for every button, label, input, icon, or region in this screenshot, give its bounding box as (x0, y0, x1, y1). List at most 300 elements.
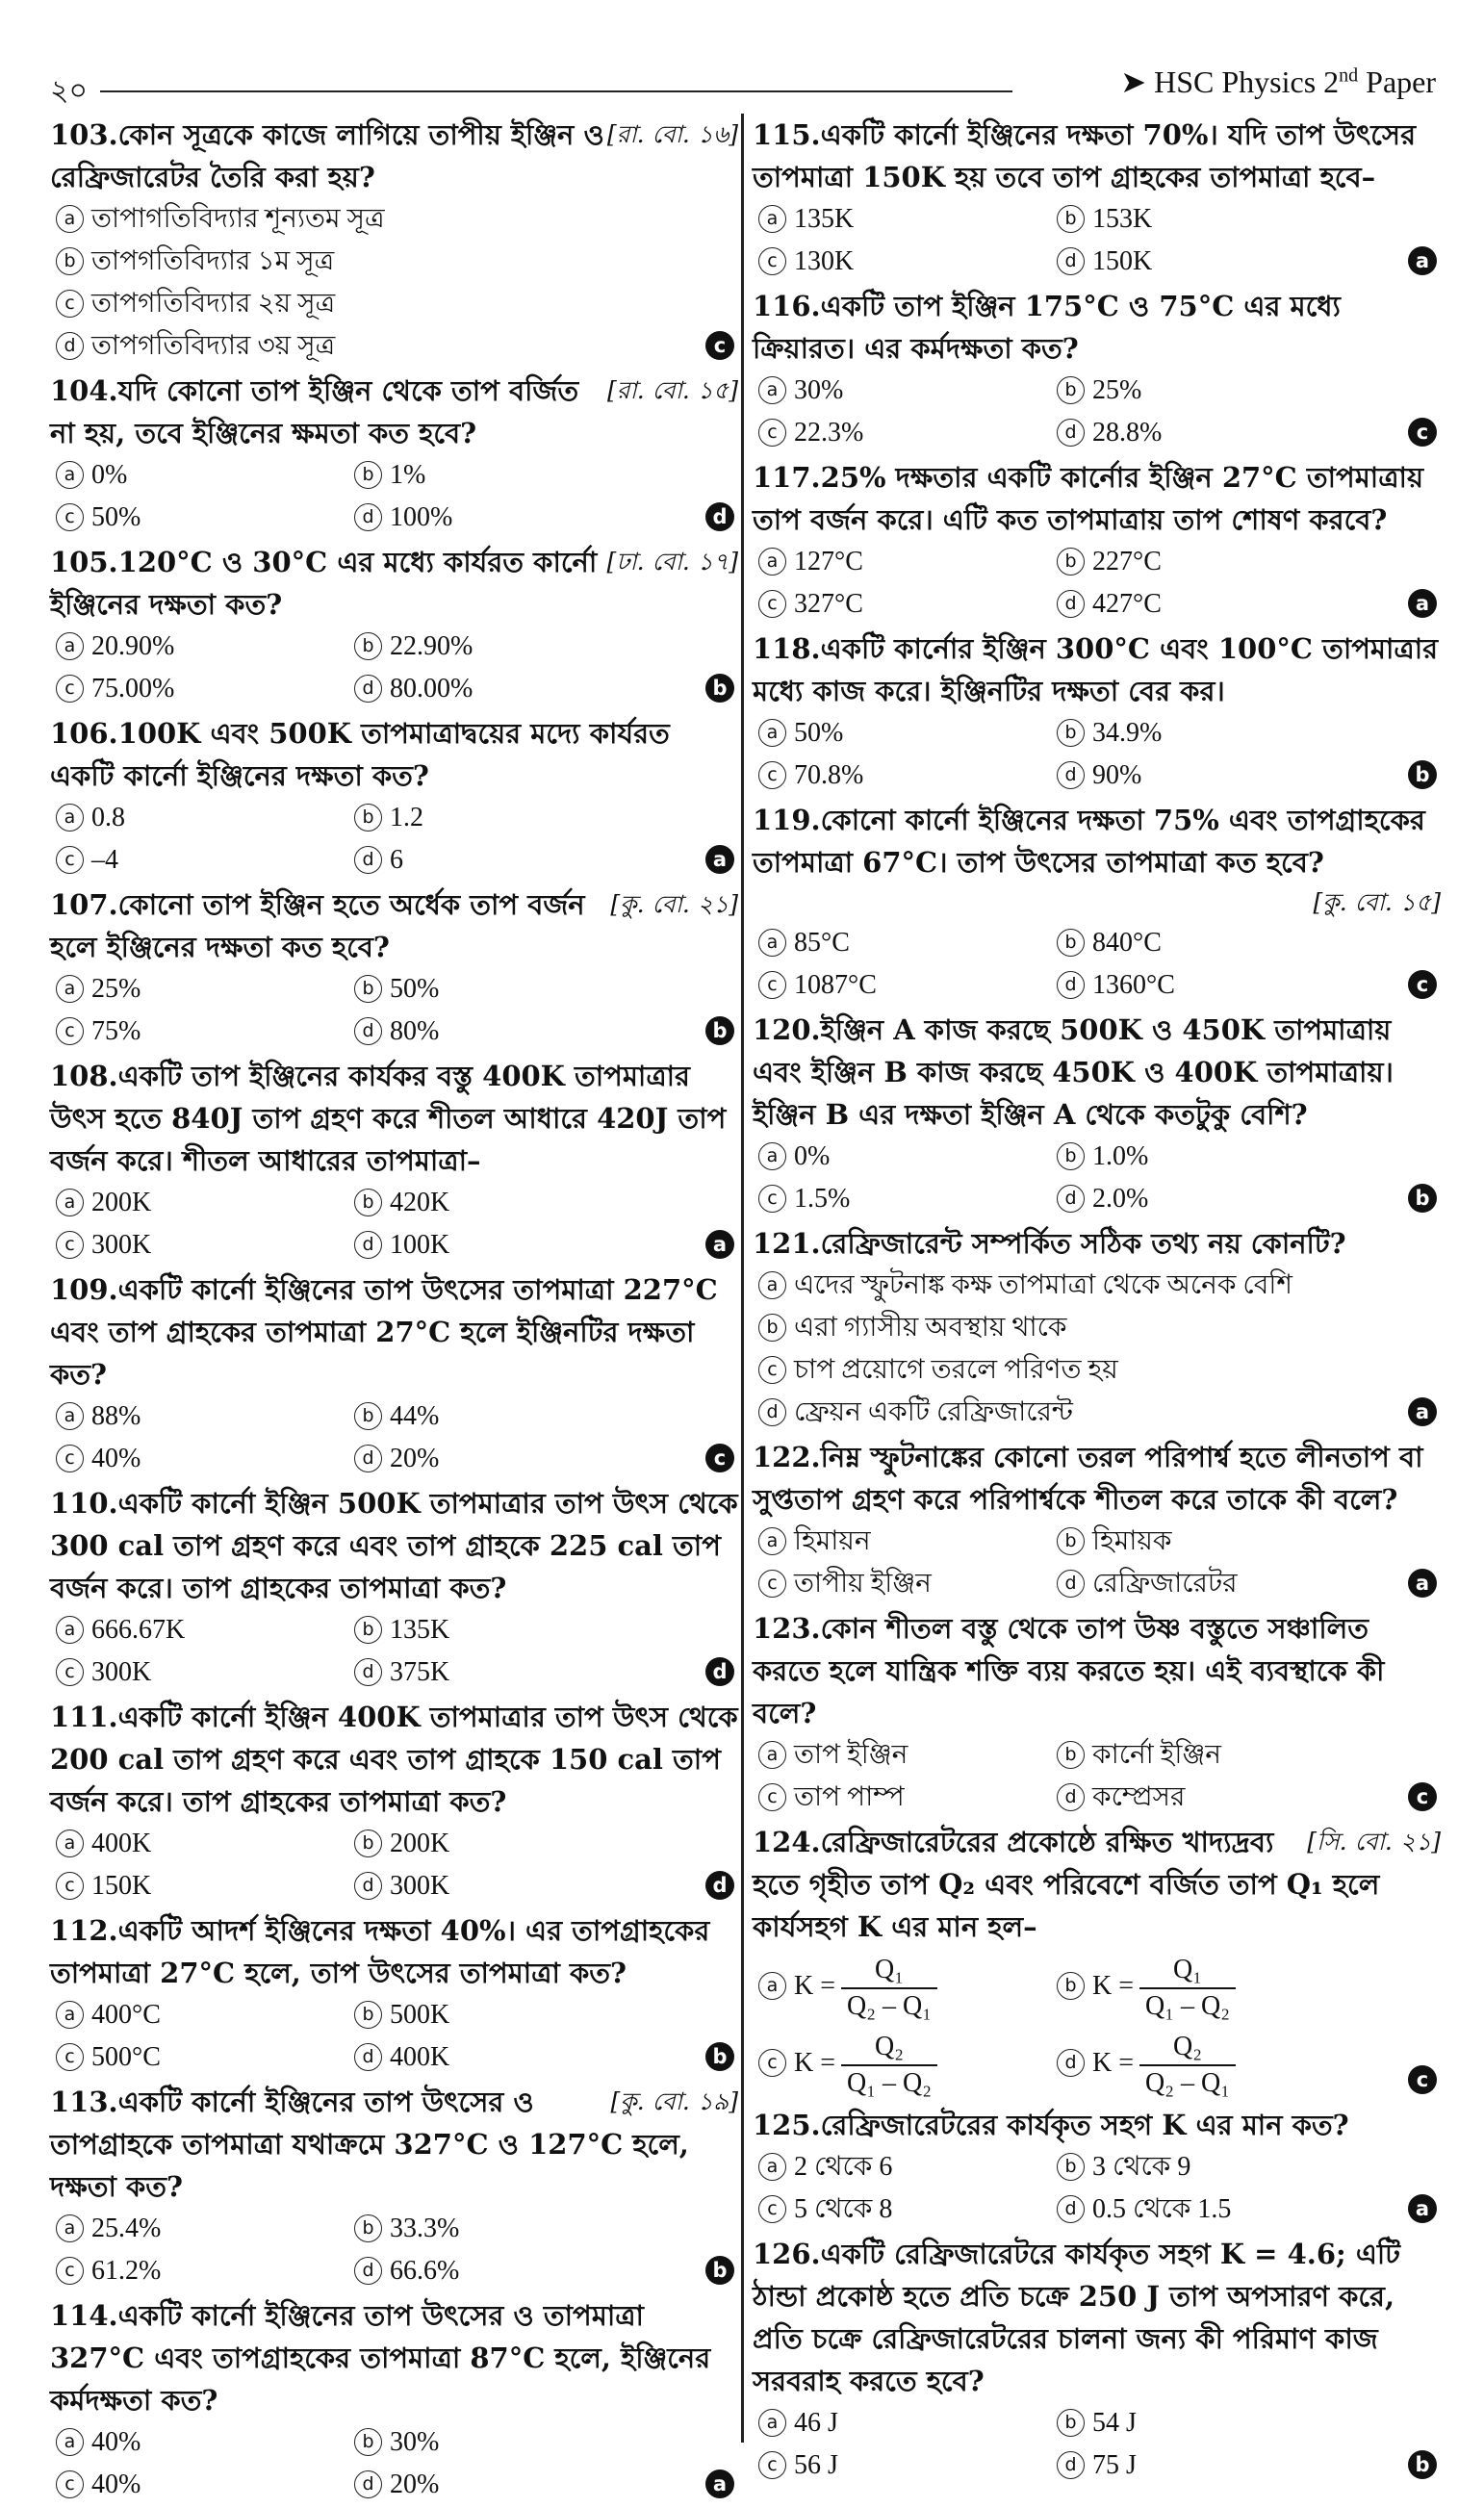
question-body: একটি তাপ ইঞ্জিন 175°C ও 75°C এর মধ্যে ক্রিয়ারত। এর কর্মদক্ষতা কত? (753, 290, 1341, 365)
question (50, 1055, 738, 1267)
option-c (758, 412, 1057, 454)
fraction-denominator: Q₁ – Q₂ (1145, 1990, 1230, 2021)
question-number: 110. (50, 1487, 118, 1520)
option-text: রেফ্রিজারেটর (1092, 1569, 1238, 1599)
option-letter-c: c (758, 247, 786, 275)
question-number: 111. (50, 1701, 118, 1733)
option-list (753, 198, 1441, 283)
option-text: 75 J (1092, 2450, 1137, 2480)
option-letter-c: c (56, 2043, 84, 2071)
option-b (1057, 712, 1403, 755)
answer-badge: c (705, 331, 734, 360)
option-letter-b: b (354, 2428, 382, 2456)
option-text: 80.00% (390, 674, 473, 704)
option-letter-c: c (56, 1872, 84, 1900)
option-text: 61.2% (91, 2256, 162, 2286)
option-text: এদের স্ফুটনাঙ্ক কক্ষ তাপমাত্রা থেকে অনেক বেশি (794, 1270, 1292, 1300)
question-body: 120°C ও 30°C এর মধ্যে কার্যরত কার্নো ইঞ্জিনের দক্ষতা কত? (50, 546, 598, 621)
option-d (354, 1651, 701, 1694)
option-b (354, 626, 701, 668)
option-letter-d: d (354, 1658, 382, 1686)
option-letter-d: d (354, 2043, 382, 2071)
option-a (56, 1609, 354, 1651)
book-title-suffix: Paper (1358, 64, 1436, 99)
option-letter-a: a (758, 929, 786, 957)
option-letter-d: d (1057, 971, 1085, 999)
option-letter-d: d (354, 503, 382, 531)
option-text: 50% (91, 502, 141, 532)
option-text: 44% (390, 1401, 440, 1431)
option-a (758, 198, 1057, 241)
option-b (354, 2421, 701, 2464)
option-a (56, 797, 354, 839)
option-letter-b: b (354, 2214, 382, 2242)
answer-badge: a (705, 845, 734, 874)
option-text: 85°C (794, 928, 850, 958)
option-text: 50% (794, 718, 844, 748)
option-list (50, 968, 738, 1053)
option-letter-a: a (56, 1402, 84, 1430)
option-text: 227°C (1092, 547, 1162, 576)
option-text: 1% (390, 460, 426, 490)
option-c (56, 1651, 354, 1694)
option-b (1057, 922, 1403, 964)
option-letter-a: a (56, 461, 84, 489)
book-title-sup: nd (1339, 64, 1359, 87)
question-text (753, 627, 1441, 712)
option-letter-d: d (354, 846, 382, 874)
option-d (354, 2036, 701, 2079)
option-text: তাপ ইঞ্জিন (794, 1740, 908, 1770)
option-list (753, 1521, 1441, 1605)
answer-badge: a (1408, 1569, 1437, 1598)
page-number: ২০ (50, 74, 89, 108)
right-column (753, 114, 1441, 2489)
option-letter-a: a (758, 1142, 786, 1170)
option-letter-a: a (758, 1271, 786, 1299)
option-letter-a: a (758, 1741, 786, 1769)
question (753, 1009, 1441, 1220)
option-d (354, 2250, 701, 2292)
formula-lhs: K = (794, 2048, 836, 2078)
fraction (1139, 2030, 1236, 2101)
option-letter-b: b (354, 2001, 382, 2029)
answer-badge: b (1408, 760, 1437, 789)
option-c (56, 2464, 354, 2506)
question (50, 2294, 738, 2506)
option-d (354, 2464, 701, 2506)
answer-badge: c (705, 1444, 734, 1472)
option-text: 327°C (794, 589, 863, 619)
option-text: 500K (390, 2000, 450, 2030)
option-d (1057, 583, 1403, 626)
question (50, 1696, 738, 1907)
answer-badge: c (1408, 418, 1437, 447)
option-letter-c: c (56, 1445, 84, 1472)
option-text: কার্নো ইঞ্জিন (1092, 1740, 1222, 1770)
option-letter-c: c (758, 2049, 786, 2077)
option-letter-b: b (1057, 376, 1085, 404)
option-c (758, 241, 1057, 283)
option-letter-c: c (758, 1185, 786, 1213)
option-a (56, 2208, 354, 2250)
question-text (50, 370, 738, 454)
option-list (50, 1395, 738, 1480)
option-b (1057, 198, 1403, 241)
option-letter-d: d (758, 1398, 786, 1426)
option-a (56, 198, 738, 241)
question-number: 124. (753, 1826, 821, 1858)
option-text: 20% (390, 2470, 440, 2499)
option-text: 46 J (794, 2408, 838, 2438)
option-letter-d: d (354, 1445, 382, 1472)
answer-badge: c (1408, 2065, 1437, 2094)
option-text: 153K (1092, 204, 1153, 234)
option-a (758, 1948, 1057, 2025)
option-b (1057, 1948, 1403, 2025)
option-text: 427°C (1092, 589, 1162, 619)
option-letter-b: b (354, 461, 382, 489)
option-letter-a: a (56, 632, 84, 660)
question-text (753, 1222, 1441, 1265)
option-letter-d: d (1057, 2195, 1085, 2223)
option-text: 100K (390, 1230, 450, 1260)
option-letter-d: d (1057, 419, 1085, 447)
option-d (1057, 2444, 1403, 2487)
option-text: 400K (390, 2042, 450, 2072)
option-text: 2.0% (1092, 1184, 1149, 1214)
question-body: একটি কার্নো ইঞ্জিন 500K তাপমাত্রার তাপ উৎস থেকে 300 cal তাপ গ্রহণ করে এবং তাপ গ্রাহকে 225 cal তাপ বর্জন করে। তাপ গ্রাহকের তাপমাত্রা কত? (50, 1487, 738, 1604)
question-body: একটি রেফ্রিজারেটরে কার্যকৃত সহগ K = 4.6; এটি ঠান্ডা প্রকোষ্ঠ হতে প্রতি চক্রে 250 J তাপ অপসারণ করে, প্রতি চক্রে রেফ্রিজারেটরের চালনা জন্য কী পরিমাণ কাজ সরবরাহ করতে হবে? (753, 2238, 1400, 2397)
option-letter-d: d (1057, 1185, 1085, 1213)
option-text: 75% (91, 1016, 141, 1046)
option-list (753, 2402, 1441, 2487)
option-d (354, 1011, 701, 1053)
option-a (56, 968, 354, 1011)
fraction (1139, 1953, 1236, 2024)
option-b (354, 1182, 701, 1224)
option-letter-d: d (1057, 1570, 1085, 1598)
option-list (753, 541, 1441, 626)
option-b (1057, 1734, 1403, 1777)
option-letter-b: b (354, 975, 382, 1003)
question-body: ইঞ্জিন A কাজ করছে 500K ও 450K তাপমাত্রায় এবং ইঞ্জিন B কাজ করছে 450K ও 400K তাপমাত্রায়। ইঞ্জিন B এর দক্ষতা ইঞ্জিন A থেকে কতটুকু বেশি? (753, 1013, 1394, 1131)
option-letter-d: d (1057, 1783, 1085, 1811)
option-letter-c: c (758, 419, 786, 447)
option-letter-a: a (56, 1189, 84, 1216)
option-letter-a: a (758, 2153, 786, 2181)
option-d (1057, 755, 1403, 797)
option-text: 66.6% (390, 2256, 460, 2286)
option-text: ফ্রেয়ন একটি রেফ্রিজারেন্ট (794, 1397, 1073, 1427)
option-letter-d: d (354, 2470, 382, 2498)
option-text: 6 (390, 845, 403, 875)
option-letter-d: d (1057, 590, 1085, 618)
option-text: 1087°C (794, 970, 877, 1000)
option-text: 0.8 (91, 803, 125, 832)
question-number: 123. (753, 1612, 821, 1645)
option-c (758, 2025, 1057, 2102)
option-b (354, 454, 701, 497)
option-b (1057, 370, 1403, 412)
fraction-numerator: Q₂ (1139, 2030, 1236, 2066)
question-body: কোন শীতল বস্তু থেকে তাপ উষ্ণ বস্তুতে সঞ্চালিত করতে হলে যান্ত্রিক শক্তি ব্যয় করতে হয়। এই ব্যবস্থাকে কী বলে? (753, 1612, 1385, 1729)
question-text (50, 114, 738, 198)
option-letter-c: c (758, 1570, 786, 1598)
option-d (354, 839, 701, 882)
question-text (50, 1268, 738, 1395)
option-letter-c: c (758, 590, 786, 618)
option-d (758, 1392, 1441, 1434)
option-letter-c: c (56, 2257, 84, 2285)
question-number: 108. (50, 1060, 118, 1092)
option-c (758, 964, 1057, 1007)
option-list (753, 2146, 1441, 2231)
question-body: একটি তাপ ইঞ্জিনের কার্যকর বস্তু 400K তাপমাত্রার উৎস হতে 840J তাপ গ্রহণ করে শীতল আধারে 420J তাপ বর্জন করে। শীতল আধারের তাপমাত্রা– (50, 1060, 727, 1177)
option-letter-b: b (354, 804, 382, 832)
question-text (753, 1607, 1441, 1734)
option-letter-b: b (758, 1314, 786, 1342)
option-text: 400°C (91, 2000, 161, 2030)
question (50, 541, 738, 710)
fraction-denominator: Q₂ – Q₁ (1145, 2067, 1230, 2098)
option-text: তাপগতিবিদ্যার ৩য় সূত্র (91, 331, 336, 361)
option-letter-a: a (56, 2001, 84, 2029)
option-letter-c: c (56, 1658, 84, 1686)
option-list (50, 454, 738, 539)
question-number: 113. (50, 2086, 118, 2118)
option-b (354, 2208, 701, 2250)
question-text (753, 1821, 1441, 1948)
option-letter-b: b (354, 632, 382, 660)
option-list (753, 1136, 1441, 1220)
option-letter-a: a (758, 719, 786, 747)
option-text: 1.2 (390, 803, 423, 832)
question-text (50, 883, 738, 968)
option-text: 25.4% (91, 2214, 162, 2243)
question-number: 106. (50, 717, 118, 750)
question-number: 116. (753, 290, 821, 322)
question-source: [কু. বো. ১৫] (1313, 888, 1441, 916)
option-list (753, 370, 1441, 454)
answer-badge: a (1408, 246, 1437, 275)
option-text: 300K (91, 1657, 152, 1687)
option-text: 150K (91, 1871, 152, 1901)
option-c (758, 1563, 1057, 1605)
option-text: 130K (794, 246, 855, 276)
option-a (758, 370, 1057, 412)
option-c (758, 583, 1057, 626)
option-text: তাপীয় ইঞ্জিন (794, 1569, 932, 1599)
option-c (56, 283, 738, 325)
option-letter-b: b (1057, 1142, 1085, 1170)
option-text: 33.3% (390, 2214, 460, 2243)
option-letter-b: b (1057, 719, 1085, 747)
option-letter-d: d (354, 1231, 382, 1259)
option-a (758, 2146, 1057, 2188)
option-letter-a: a (56, 205, 84, 233)
option-a (758, 922, 1057, 964)
option-d (1057, 1777, 1403, 1819)
option-text: 127°C (794, 547, 863, 576)
option-text: 22.90% (390, 631, 473, 661)
option-text: 30% (390, 2427, 440, 2457)
option-c (56, 2036, 354, 2079)
option-c (56, 497, 354, 539)
option-text: 3 থেকে 9 (1092, 2152, 1191, 2182)
option-text: হিমায়ন (794, 1526, 871, 1556)
option-text: তাপাগতিবিদ্যার শূন্যতম সূত্র (91, 204, 385, 234)
option-letter-c: c (758, 761, 786, 789)
answer-badge: b (705, 2042, 734, 2071)
question-source: [ঢা. বো. ১৭] (606, 548, 738, 576)
option-d (1057, 2188, 1403, 2231)
option-text: কম্প্রেসর (1092, 1782, 1186, 1812)
fraction (841, 1953, 937, 2024)
option-text: 300K (91, 1230, 152, 1260)
option-b (354, 797, 701, 839)
option-list (753, 1265, 1441, 1434)
option-list (50, 198, 738, 368)
option-letter-c: c (56, 290, 84, 318)
question-number: 114. (50, 2299, 118, 2332)
option-letter-b: b (1057, 1741, 1085, 1769)
option-text: 0.5 থেকে 1.5 (1092, 2194, 1232, 2224)
option-c (758, 1349, 1441, 1392)
option-letter-b: b (354, 1402, 382, 1430)
option-letter-a: a (56, 1830, 84, 1857)
option-text: 840°C (1092, 928, 1162, 958)
option-letter-a: a (758, 2409, 786, 2437)
option-list (50, 1994, 738, 2079)
option-d (354, 1224, 701, 1267)
option-letter-b: b (1057, 929, 1085, 957)
option-letter-a: a (758, 1972, 786, 2000)
option-letter-d: d (1057, 761, 1085, 789)
option-b (354, 968, 701, 1011)
option-text: 25% (1092, 375, 1142, 405)
option-c (56, 668, 354, 710)
formula-lhs: K = (1092, 1971, 1135, 2001)
option-list (753, 1948, 1441, 2102)
option-list (753, 1734, 1441, 1819)
option-a (758, 2402, 1057, 2444)
option-letter-b: b (354, 1616, 382, 1644)
question-body: কোনো কার্নো ইঞ্জিনের দক্ষতা 75% এবং তাপগ্রাহকের তাপমাত্রা 67°C। তাপ উৎসের তাপমাত্রা কত হবে? (753, 804, 1425, 879)
option-text: 2 থেকে 6 (794, 2152, 893, 2182)
question (753, 2104, 1441, 2231)
option-text: 20.90% (91, 631, 175, 661)
question (753, 2233, 1441, 2487)
option-letter-b: b (56, 247, 84, 275)
option-letter-a: a (56, 2214, 84, 2242)
option-text: 40% (91, 2470, 141, 2499)
option-letter-b: b (1057, 205, 1085, 233)
option-c (56, 839, 354, 882)
option-letter-d: d (1057, 2049, 1085, 2077)
question-body: কোন সূত্রকে কাজে লাগিয়ে তাপীয় ইঞ্জিন ও রেফ্রিজারেটর তৈরি করা হয়? (50, 118, 604, 193)
option-a (56, 1395, 354, 1438)
answer-badge: a (705, 2470, 734, 2498)
option-b (354, 1395, 701, 1438)
question-number: 121. (753, 1227, 821, 1260)
question-number: 119. (753, 804, 821, 836)
option-text: 22.3% (794, 418, 864, 448)
option-text: 70.8% (794, 760, 864, 790)
question-source: [কু. বো. ১৯] (610, 2087, 738, 2115)
option-letter-c: c (758, 2195, 786, 2223)
question (753, 799, 1441, 1007)
question-text (753, 1009, 1441, 1136)
option-letter-a: a (56, 804, 84, 832)
question-body: রেফ্রিজারেটরের কার্যকৃত সহগ K এর মান কত? (820, 2109, 1349, 2141)
question (753, 627, 1441, 797)
question-number: 126. (753, 2238, 821, 2270)
option-a (758, 1734, 1057, 1777)
question-text (753, 456, 1441, 541)
option-letter-c: c (758, 1356, 786, 1384)
question-number: 120. (753, 1013, 821, 1046)
option-letter-c: c (56, 2470, 84, 2498)
question (50, 2081, 738, 2292)
option-letter-c: c (56, 1231, 84, 1259)
option-list (50, 797, 738, 882)
option-b (1057, 1521, 1403, 1563)
option-letter-c: c (56, 1017, 84, 1045)
option-a (56, 626, 354, 668)
option-letter-c: c (758, 1783, 786, 1811)
option-b (354, 1994, 701, 2036)
answer-badge: c (1408, 970, 1437, 999)
column-divider (741, 114, 744, 2443)
option-text: 100% (390, 502, 453, 532)
option-text: 150K (1092, 246, 1153, 276)
option-letter-a: a (758, 1527, 786, 1555)
question-body: একটি কার্নো ইঞ্জিন 400K তাপমাত্রার তাপ উৎস থেকে 200 cal তাপ গ্রহণ করে এবং তাপ গ্রাহকে 150 cal তাপ বর্জন করে। তাপ গ্রাহকের তাপমাত্রা কত? (50, 1701, 738, 1818)
question-text (50, 2294, 738, 2421)
question-body: একটি কার্নো ইঞ্জিনের দক্ষতা 70%। যদি তাপ উৎসের তাপমাত্রা 150K হয় তবে তাপ গ্রাহকের তাপমাত্রা হবে– (753, 118, 1417, 193)
question-text (50, 712, 738, 797)
option-text: 0% (91, 460, 128, 490)
option-c (56, 1224, 354, 1267)
question-number: 104. (50, 374, 118, 407)
question-body: যদি কোনো তাপ ইঞ্জিন থেকে তাপ বর্জিত না হয়, তবে ইঞ্জিনের ক্ষমতা কত হবে? (50, 374, 579, 449)
option-c (56, 2250, 354, 2292)
option-text: 28.8% (1092, 418, 1163, 448)
option-letter-b: b (1057, 2153, 1085, 2181)
header-rule (100, 90, 1012, 92)
option-letter-b: b (1057, 1527, 1085, 1555)
option-a (758, 541, 1057, 583)
option-text: 50% (390, 974, 440, 1004)
option-letter-d: d (354, 1017, 382, 1045)
left-column (50, 114, 738, 2508)
option-a (758, 1521, 1057, 1563)
option-b (1057, 1136, 1403, 1178)
option-letter-b: b (1057, 548, 1085, 576)
question-number: 118. (753, 632, 821, 665)
option-list (753, 712, 1441, 797)
question-body: 25% দক্ষতার একটি কার্নোর ইঞ্জিন 27°C তাপমাত্রায় তাপ বর্জন করে। এটি কত তাপমাত্রায় তাপ শোষণ করবে? (753, 461, 1424, 536)
question-text (50, 1055, 738, 1182)
option-letter-a: a (758, 548, 786, 576)
fraction-denominator: Q₁ – Q₂ (847, 2067, 932, 2098)
option-d (1057, 964, 1403, 1007)
question-source: [কু. বো. ২১] (610, 890, 738, 918)
question (50, 114, 738, 368)
question-number: 122. (753, 1441, 821, 1473)
option-d (354, 668, 701, 710)
